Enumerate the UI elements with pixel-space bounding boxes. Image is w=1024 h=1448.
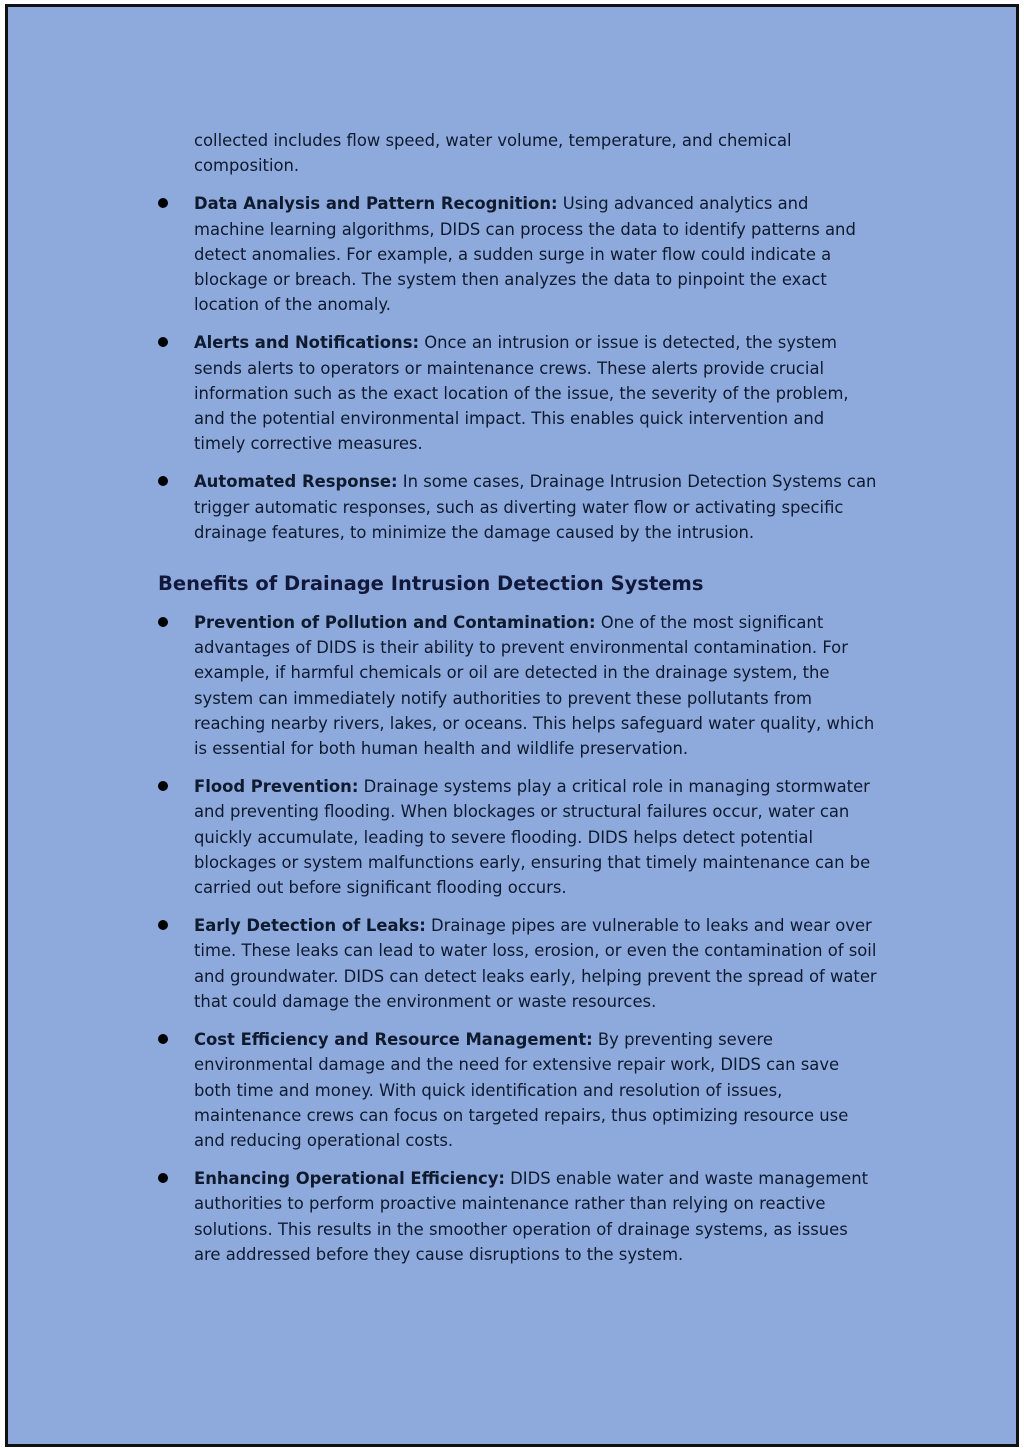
item-text: Once an intrusion or issue is detected, the system sends alerts to operators or maintenance crews. These alerts provide crucial information such as the exact location of the issue, the severity of the problem, and the potential environmental impact. This enables quick intervention and timely corrective measures. (194, 333, 849, 454)
bullet-icon (158, 198, 168, 208)
item-text: One of the most significant advantages of DIDS is their ability to prevent environmental contamination. For example, if harmful chemicals or oil are detected in the drainage system, the system can immediately notify authorities to prevent these pollutants from reaching nearby rivers, lakes, or oceans. This helps safeguard water quality, which is essential for both human health and wildlife preservation. (194, 613, 875, 759)
intro-continuation-paragraph: collected includes flow speed, water volume, temperature, and chemical composition. (194, 131, 792, 176)
item-text: In some cases, Drainage Intrusion Detection Systems can trigger automatic responses, such as diverting water flow or activating specific drainage features, to minimize the damage caused by the intrusion. (194, 472, 877, 542)
item-text: DIDS enable water and waste management authorities to perform proactive maintenance rather than relying on reactive solutions. This results in the smoother operation of drainage systems, as issues are addressed before they cause disruptions to the system. (194, 1169, 869, 1264)
benefits-list (158, 610, 878, 1267)
bullet-icon (158, 617, 168, 627)
bullet-icon (158, 476, 168, 486)
item-text: Drainage pipes are vulnerable to leaks and wear over time. These leaks can lead to water loss, erosion, or even the contamination of soil and groundwater. DIDS can detect leaks early, helping prevent the spread of water that could damage the environment or waste resources. (194, 916, 877, 1011)
item-term: Automated Response: (194, 472, 398, 492)
bullet-icon (158, 781, 168, 791)
item-text: By preventing severe environmental damage and the need for extensive repair work, DIDS can save both time and money. With quick identification and resolution of issues, maintenance crews can focus on targeted repairs, thus optimizing resource use and reducing operational costs. (194, 1030, 849, 1150)
item-term: Flood Prevention: (194, 777, 359, 797)
section-heading: Benefits of Drainage Intrusion Detection Systems (158, 572, 704, 596)
bullet-icon (158, 337, 168, 347)
item-term: Data Analysis and Pattern Recognition: (194, 194, 558, 214)
item-term: Alerts and Notifications: (194, 333, 420, 353)
item-term: Cost Efficiency and Resource Management: (194, 1030, 593, 1050)
list-item (158, 774, 878, 900)
item-term: Early Detection of Leaks: (194, 916, 426, 936)
bullet-icon (158, 1173, 168, 1183)
item-text: Drainage systems play a critical role in managing stormwater and preventing flooding. When blockages or structural failures occur, water can quickly accumulate, leading to severe flooding. DIDS helps detect potential blockages or system malfunctions early, ensuring that timely maintenance can be carried out before significant flooding occurs. (194, 777, 871, 898)
item-text: Using advanced analytics and machine learning algorithms, DIDS can process the data to identify patterns and detect anomalies. For example, a sudden surge in water flow could indicate a blockage or breach. The system then analyzes the data to pinpoint the exact location of the anomaly. (194, 194, 856, 315)
document-page (5, 4, 1019, 1447)
list-item (158, 1166, 878, 1267)
bullet-icon (158, 1034, 168, 1044)
item-term: Enhancing Operational Efficiency: (194, 1169, 505, 1189)
how-it-works-list (158, 191, 878, 545)
list-item (158, 330, 878, 456)
list-item (158, 610, 878, 761)
document-body (158, 128, 878, 1280)
bullet-icon (158, 920, 168, 930)
item-term: Prevention of Pollution and Contamination: (194, 613, 596, 633)
list-item (158, 913, 878, 1014)
list-item (158, 191, 878, 317)
list-item (158, 1027, 878, 1153)
list-item (158, 469, 878, 545)
